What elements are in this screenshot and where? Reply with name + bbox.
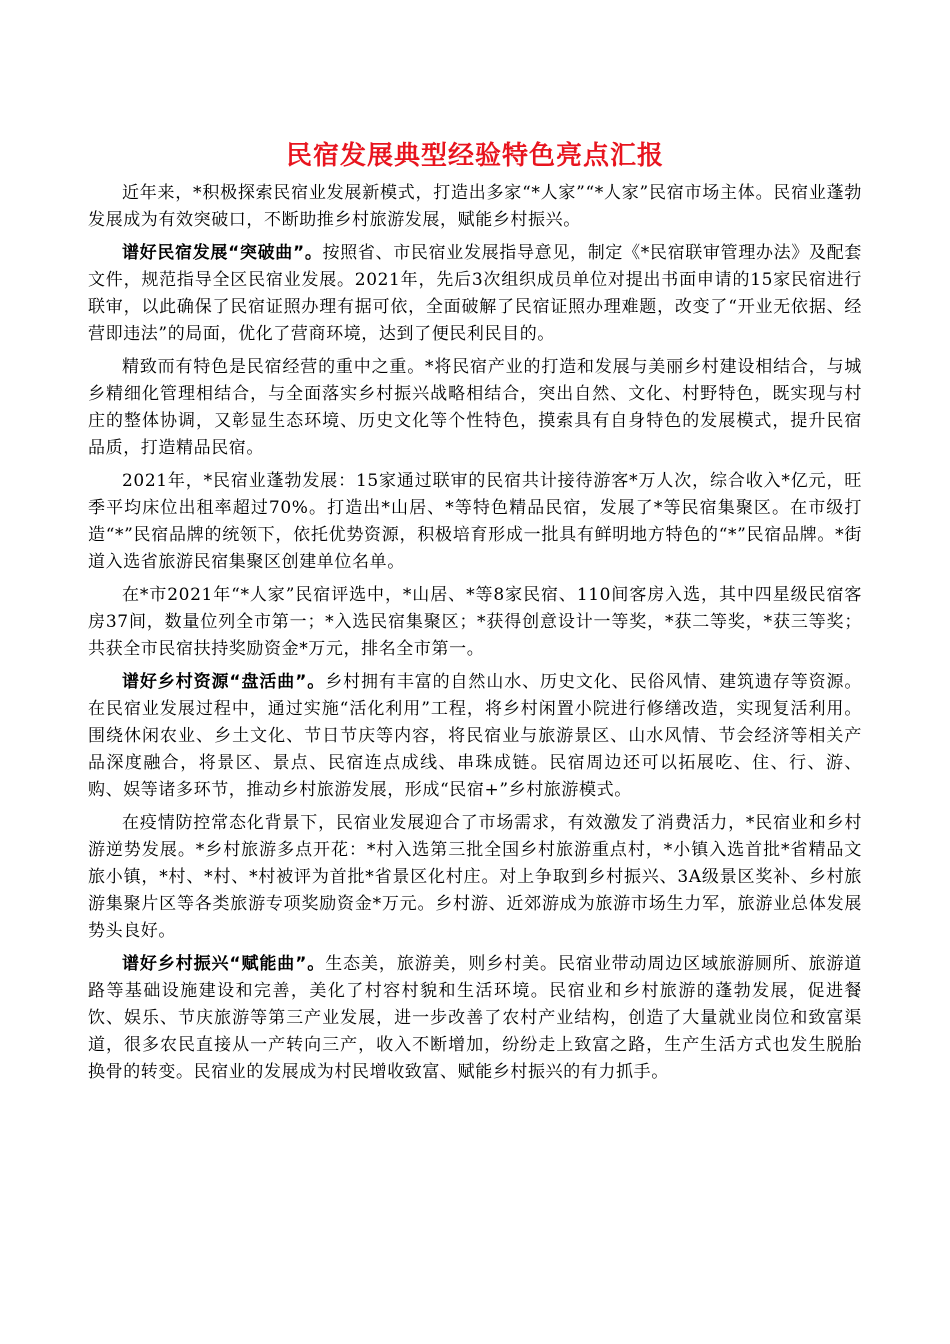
paragraph-text: 2021年，*民宿业蓬勃发展：15家通过联审的民宿共计接待游客*万人次，综合收入*亿元，旺季平均床位出租率超过70%。打造出*山居、*等特色精品民宿，发展了*等民宿集聚区。在市级打造“*”民宿品牌的统领下，依托优势资源，积极培育形成一批具有鲜明地方特色的“*”民宿品牌。*街道入选省旅游民宿集聚区创建单位名单。: [88, 471, 862, 572]
paragraph-intro: [88, 180, 862, 234]
paragraph-2021-results: [88, 468, 862, 576]
paragraph-city-ranking: [88, 582, 862, 663]
paragraph-text: 在疫情防控常态化背景下，民宿业发展迎合了市场需求，有效激发了消费活力，*民宿业和乡村游逆势发展。*乡村旅游多点开花：*村入选第三批全国乡村旅游重点村，*小镇入选首批*省精品文旅小镇，*村、*村、*村被评为首批*省景区化村庄。对上争取到乡村振兴、3A级景区奖补、乡村旅游集聚片区等各类旅游专项奖励资金*万元。乡村游、近郊游成为旅游市场生力军，旅游业总体发展势头良好。: [88, 813, 862, 941]
paragraph-lead: 谱好民宿发展“突破曲”。: [122, 243, 323, 263]
paragraph-lead: 谱好乡村资源“盘活曲”。: [122, 672, 326, 692]
paragraph-resources: [88, 669, 862, 804]
paragraph-text: 在*市2021年“*人家”民宿评选中，*山居、*等8家民宿、110间客房入选，其中四星级民宿客房37间，数量位列全市第一；*入选民宿集聚区；*获得创意设计一等奖，*获二等奖，*获三等奖；共获全市民宿扶持奖励资金*万元，排名全市第一。: [88, 585, 862, 659]
document-title: 民宿发展典型经验特色亮点汇报: [285, 141, 664, 171]
paragraph-quality: [88, 354, 862, 462]
paragraph-text: 精致而有特色是民宿经营的重中之重。*将民宿产业的打造和发展与美丽乡村建设相结合，与城乡精细化管理相结合，与全面落实乡村振兴战略相结合，突出自然、文化、村野特色，既实现与村庄的整体协调，又彰显生态环境、历史文化等个性特色，摸索具有自身特色的发展模式，提升民宿品质，打造精品民宿。: [88, 357, 862, 458]
document-body: [88, 136, 862, 1092]
paragraph-breakthrough: [88, 240, 862, 348]
paragraph-text: 近年来，*积极探索民宿业发展新模式，打造出多家“*人家”“*人家”民宿市场主体。民宿业蓬勃发展成为有效突破口，不断助推乡村旅游发展，赋能乡村振兴。: [88, 183, 862, 230]
paragraph-text: 生态美，旅游美，则乡村美。民宿业带动周边区域旅游厕所、旅游道路等基础设施建设和完善，美化了村容村貌和生活环境。民宿业和乡村旅游的蓬勃发展，促进餐饮、娱乐、节庆旅游等第三产业发展，进一步改善了农村产业结构，创造了大量就业岗位和致富渠道，很多农民直接从一产转向三产，收入不断增加，纷纷走上致富之路，生产生活方式也发生脱胎换骨的转变。民宿业的发展成为村民增收致富、赋能乡村振兴的有力抓手。: [88, 954, 863, 1082]
paragraph-text: 乡村拥有丰富的自然山水、历史文化、民俗风情、建筑遗存等资源。在民宿业发展过程中，通过实施“活化利用”工程，将乡村闲置小院进行修缮改造，实现复活利用。围绕休闲农业、乡土文化、节日节庆等内容，将民宿业与旅游景区、山水风情、节会经济等相关产品深度融合，将景区、景点、民宿连点成线、串珠成链。民宿周边还可以拓展吃、住、行、游、购、娱等诸多环节，推动乡村旅游发展，形成“民宿+”乡村旅游模式。: [88, 672, 863, 800]
paragraph-empowerment: [88, 951, 862, 1086]
paragraph-pandemic: [88, 810, 862, 945]
paragraph-text: 按照省、市民宿业发展指导意见，制定《*民宿联审管理办法》及配套文件，规范指导全区民宿业发展。2021年，先后3次组织成员单位对提出书面申请的15家民宿进行联审，以此确保了民宿证照办理有据可依，全面破解了民宿证照办理难题，改变了“开业无依据、经营即违法”的局面，优化了营商环境，达到了便民利民目的。: [88, 243, 863, 344]
paragraph-lead: 谱好乡村振兴“赋能曲”。: [122, 954, 326, 974]
